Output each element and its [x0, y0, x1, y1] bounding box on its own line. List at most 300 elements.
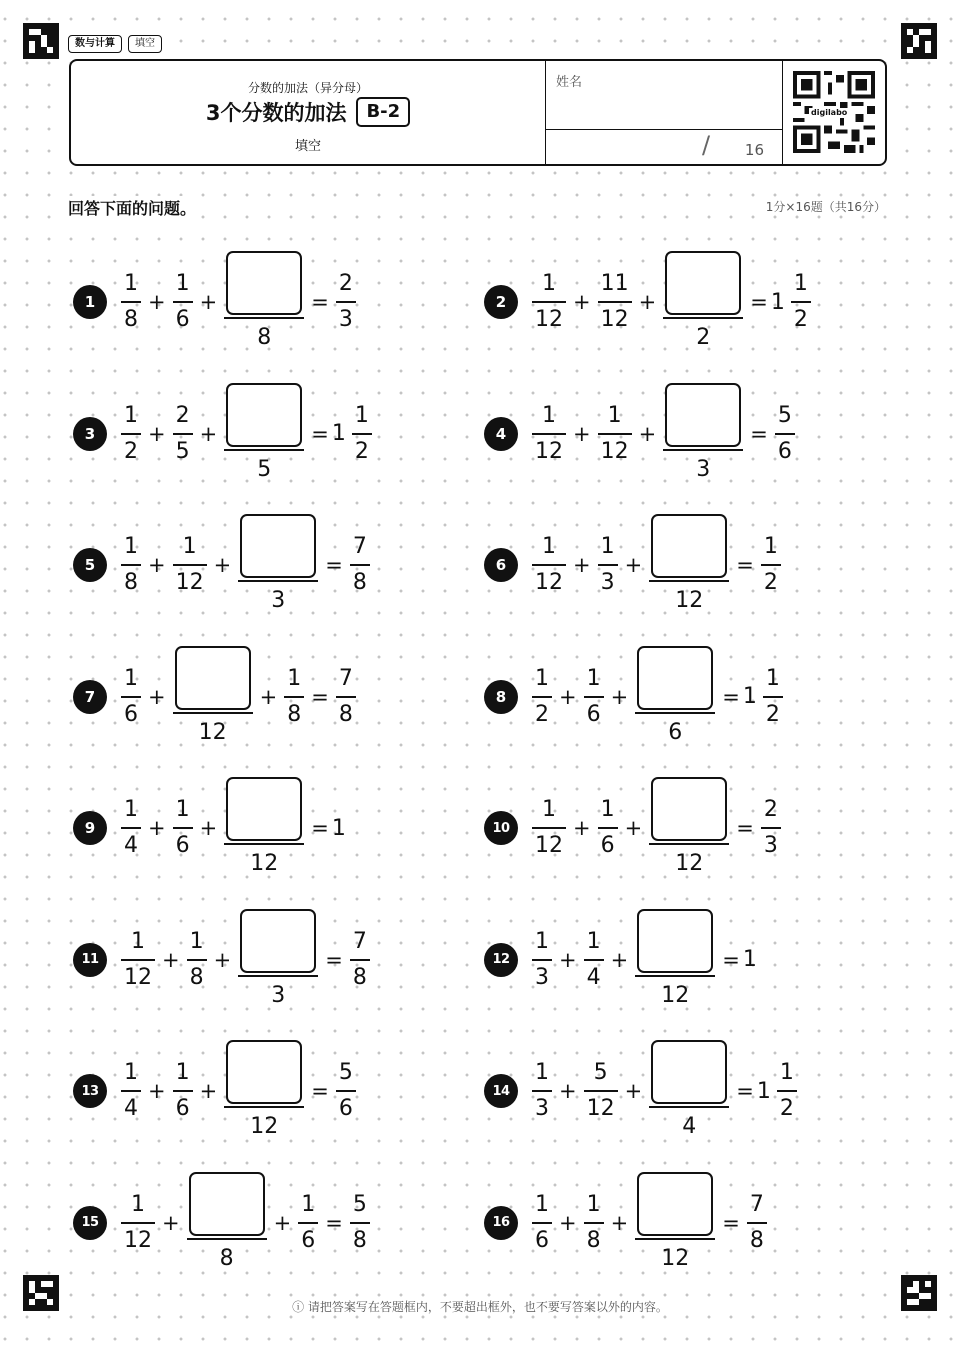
denominator: 12: [600, 307, 629, 332]
numerator: 1: [586, 928, 601, 954]
fraction-bar: [584, 959, 604, 961]
fraction: [350, 1190, 370, 1256]
problem-number: 9: [73, 811, 107, 845]
fraction-bar: [350, 564, 370, 566]
plus-sign: +: [610, 947, 629, 972]
fraction-bar: [747, 1222, 767, 1224]
numerator: 1: [175, 1060, 190, 1085]
problem-8: [484, 643, 787, 751]
numerator: 7: [352, 928, 367, 954]
plus-sign: +: [148, 421, 166, 446]
fraction-bar: [238, 580, 318, 582]
plus-sign: +: [559, 684, 577, 709]
fraction: [350, 532, 370, 598]
numerator: 1: [542, 271, 556, 296]
equals-sign: =: [750, 290, 768, 314]
equals-sign: =: [722, 947, 740, 972]
answer-box[interactable]: [651, 777, 727, 841]
problem-number: 3: [73, 417, 107, 451]
fraction-bar: [584, 696, 604, 698]
numerator: 1: [779, 1060, 794, 1085]
numerator: 1: [124, 402, 138, 428]
fraction-bar: [121, 564, 141, 566]
numerator: 7: [749, 1191, 764, 1217]
problem-number: 6: [484, 548, 518, 582]
answer-fraction: [663, 251, 743, 353]
fraction: [747, 1190, 767, 1256]
equals-sign: =: [722, 684, 740, 709]
fraction: [121, 664, 141, 730]
fraction-bar: [121, 827, 141, 829]
problem-11: [73, 906, 374, 1014]
fraction: [598, 401, 632, 467]
fraction: [121, 269, 141, 335]
fraction-bar: [532, 564, 566, 566]
answer-box[interactable]: [226, 777, 302, 841]
numerator: 1: [287, 665, 302, 691]
denominator: 4: [124, 1096, 138, 1121]
answer-box[interactable]: [651, 1040, 727, 1104]
numerator: 1: [124, 534, 138, 559]
fraction: [352, 401, 372, 467]
denominator: 6: [777, 438, 792, 464]
answer-box[interactable]: [651, 514, 727, 578]
denominator: 12: [535, 833, 563, 858]
fraction-bar: [584, 1090, 618, 1092]
fraction: [532, 664, 552, 730]
answer-fraction: [224, 777, 304, 879]
answer-box[interactable]: [189, 1172, 265, 1236]
denominator: 12: [586, 1096, 615, 1121]
numerator: 1: [535, 928, 549, 954]
equals-sign: =: [750, 421, 768, 446]
footer-text: ⓘ 请把答案写在答题框内，不要超出框外，也不要写答案以外的内容。: [288, 1300, 672, 1314]
problem-10: [484, 774, 785, 882]
denominator: 4: [586, 964, 601, 990]
fraction-bar: [598, 564, 618, 566]
plus-sign: +: [573, 553, 591, 577]
fraction: [173, 532, 207, 598]
numerator: 1: [586, 1191, 601, 1217]
answer-fraction: [224, 251, 304, 353]
fraction-bar: [173, 301, 193, 303]
fraction-bar: [352, 433, 372, 435]
problem-15: [73, 1169, 374, 1277]
equals-sign: =: [311, 421, 329, 446]
answer-box[interactable]: [637, 646, 713, 710]
answer-box[interactable]: [175, 646, 251, 710]
numerator: 7: [338, 665, 353, 691]
fraction-bar: [791, 301, 811, 303]
fraction: [763, 664, 783, 730]
answer-box[interactable]: [665, 251, 741, 315]
fraction-bar: [635, 975, 715, 977]
fraction-bar: [598, 827, 618, 829]
denominator: 12: [675, 588, 704, 613]
fraction-bar: [121, 433, 141, 435]
worksheet-title: 3个分数的加法: [205, 101, 347, 125]
numerator: 1: [542, 402, 556, 428]
fraction-bar: [649, 843, 729, 845]
denominator: 8: [586, 1227, 601, 1253]
denominator: 8: [189, 964, 204, 990]
problem-13: [73, 1037, 360, 1145]
denominator: 6: [301, 1227, 316, 1253]
denominator: 12: [250, 1114, 279, 1139]
fraction: [584, 1058, 618, 1124]
denominator: 12: [675, 851, 704, 876]
fraction-bar: [598, 301, 632, 303]
problem-6: [484, 511, 785, 619]
fraction: [584, 664, 604, 730]
fraction: [121, 1190, 155, 1256]
denominator: 3: [696, 456, 711, 482]
numerator: 1: [189, 928, 204, 954]
answer-fraction: [238, 909, 318, 1011]
plus-sign: +: [273, 1210, 292, 1235]
answer-fraction: [635, 1172, 715, 1274]
numerator: 2: [763, 797, 778, 822]
numerator: 1: [607, 402, 622, 428]
fraction: [173, 795, 193, 861]
fraction: [761, 532, 781, 598]
qr-brand-text: digilabo: [811, 108, 848, 117]
numerator: 1: [124, 797, 138, 822]
denominator: 2: [765, 701, 780, 727]
fraction-bar: [663, 449, 743, 451]
denominator: 8: [219, 1245, 234, 1271]
fraction: [532, 1190, 552, 1256]
answer-box[interactable]: [226, 1040, 302, 1104]
answer-fraction: [649, 777, 729, 879]
problem-number: 5: [73, 548, 107, 582]
fraction: [598, 269, 632, 335]
problem-number: 12: [484, 943, 518, 977]
fraction-bar: [224, 449, 304, 451]
numerator: 5: [777, 402, 792, 428]
plus-sign: +: [148, 553, 166, 577]
denominator: 5: [175, 438, 190, 464]
numerator: 1: [131, 1191, 145, 1217]
numerator: 1: [535, 1060, 549, 1085]
fraction-bar: [532, 1222, 552, 1224]
numerator: 1: [763, 534, 778, 559]
answer-fraction: [635, 909, 715, 1011]
problem-7: [73, 643, 360, 751]
equals-sign: =: [325, 1210, 343, 1235]
fraction-bar: [350, 1222, 370, 1224]
category-tag: 数与计算: [68, 35, 122, 53]
plus-sign: +: [148, 1079, 166, 1103]
fraction: [532, 532, 566, 598]
denominator: 12: [661, 982, 690, 1008]
plus-sign: +: [610, 684, 629, 709]
fraction-bar: [598, 433, 632, 435]
fraction-bar: [187, 1238, 267, 1240]
plus-sign: +: [148, 816, 166, 840]
fraction-bar: [121, 959, 155, 961]
fraction: [121, 532, 141, 598]
plus-sign: +: [610, 1210, 629, 1235]
problem-number: 11: [73, 943, 107, 977]
equals-sign: =: [722, 1210, 740, 1235]
answer-fraction: [635, 646, 715, 748]
fraction: [532, 269, 566, 335]
fraction-bar: [238, 975, 318, 977]
plus-sign: +: [162, 1210, 180, 1235]
fraction-bar: [350, 959, 370, 961]
fraction-bar: [761, 827, 781, 829]
fraction: [173, 1058, 193, 1124]
fraction-bar: [649, 1106, 729, 1108]
numerator: 1: [542, 534, 556, 559]
denominator: 2: [793, 307, 808, 332]
plus-sign: +: [624, 1079, 643, 1103]
answer-fraction: [173, 646, 253, 748]
fraction: [284, 664, 304, 730]
denominator: 8: [352, 570, 367, 595]
problem-14: [484, 1037, 801, 1145]
problem-5: [73, 511, 374, 619]
equals-sign: =: [311, 684, 329, 709]
numerator: 1: [175, 797, 190, 822]
fraction: [350, 927, 370, 993]
numerator: 11: [600, 271, 629, 296]
whole-number: 1: [331, 421, 346, 446]
denominator: 8: [257, 325, 272, 350]
denominator: 3: [600, 570, 615, 595]
fraction-bar: [187, 959, 207, 961]
fraction-bar: [173, 1090, 193, 1092]
numerator: 5: [593, 1060, 608, 1085]
fraction-bar: [584, 1222, 604, 1224]
denominator: 12: [535, 438, 563, 464]
problem-number: 15: [73, 1206, 107, 1240]
fraction: [298, 1190, 318, 1256]
plus-sign: +: [162, 947, 180, 972]
denominator: 6: [535, 1227, 549, 1253]
problem-number: 2: [484, 285, 518, 319]
denominator: 6: [600, 833, 615, 858]
numerator: 1: [182, 534, 197, 559]
plus-sign: +: [259, 684, 278, 709]
answer-box[interactable]: [637, 909, 713, 973]
whole-number: 1: [331, 815, 346, 841]
plus-sign: +: [559, 947, 577, 972]
plus-sign: +: [638, 421, 657, 446]
problem-number: 4: [484, 417, 518, 451]
denominator: 3: [338, 307, 353, 332]
numerator: 1: [535, 1191, 549, 1217]
fraction-bar: [635, 712, 715, 714]
answer-box[interactable]: [226, 251, 302, 315]
denominator: 12: [600, 438, 629, 464]
plus-sign: +: [213, 553, 232, 577]
fraction: [336, 269, 356, 335]
numerator: 1: [124, 665, 138, 691]
denominator: 6: [586, 701, 601, 727]
fraction: [532, 795, 566, 861]
problem-number: 8: [484, 680, 518, 714]
answer-box[interactable]: [240, 514, 316, 578]
numerator: 1: [124, 1060, 138, 1085]
numerator: 5: [352, 1191, 367, 1217]
equals-sign: =: [736, 1079, 754, 1103]
denominator: 12: [535, 307, 563, 332]
points-info: 1分×16题（共16分）: [765, 200, 886, 214]
answer-fraction: [663, 383, 743, 485]
fraction: [791, 269, 811, 335]
denominator: 2: [779, 1096, 794, 1121]
denominator: 8: [352, 964, 367, 990]
answer-fraction: [649, 514, 729, 616]
numerator: 1: [124, 271, 138, 296]
denominator: 12: [250, 851, 279, 876]
fraction-bar: [298, 1222, 318, 1224]
answer-box[interactable]: [637, 1172, 713, 1236]
denominator: 8: [352, 1227, 367, 1253]
denominator: 3: [271, 588, 286, 613]
plus-sign: +: [148, 290, 166, 314]
fraction-bar: [532, 959, 552, 961]
fraction: [775, 401, 795, 467]
numerator: 7: [352, 534, 367, 559]
fraction-bar: [649, 580, 729, 582]
denominator: 2: [124, 438, 138, 464]
denominator: 8: [338, 701, 353, 727]
fraction: [532, 927, 552, 993]
plus-sign: +: [624, 816, 643, 840]
problem-number: 13: [73, 1074, 107, 1108]
answer-fraction: [187, 1172, 267, 1274]
answer-fraction: [224, 1040, 304, 1142]
fraction-bar: [173, 827, 193, 829]
denominator: 12: [535, 570, 563, 595]
problem-number: 14: [484, 1074, 518, 1108]
worksheet-kind: 填空: [294, 139, 321, 154]
denominator: 6: [338, 1096, 353, 1121]
whole-number: 1: [770, 289, 785, 315]
denominator: 4: [682, 1114, 697, 1139]
equals-sign: =: [311, 1079, 329, 1103]
problem-number: 7: [73, 680, 107, 714]
problem-number: 16: [484, 1206, 518, 1240]
numerator: 1: [586, 665, 601, 691]
plus-sign: +: [573, 290, 591, 314]
plus-sign: +: [559, 1210, 577, 1235]
answer-box[interactable]: [226, 383, 302, 447]
fraction-bar: [121, 1090, 141, 1092]
category-tags: [68, 35, 162, 53]
plus-sign: +: [199, 421, 218, 446]
score-divider: [546, 129, 782, 130]
problem-1: [73, 248, 360, 356]
answer-box[interactable]: [240, 909, 316, 973]
denominator: 8: [749, 1227, 764, 1253]
fraction-bar: [121, 696, 141, 698]
fraction: [121, 795, 141, 861]
denominator: 2: [535, 701, 549, 727]
denominator: 12: [198, 719, 227, 745]
whole-number: 1: [742, 684, 757, 709]
fraction: [187, 927, 207, 993]
denominator: 12: [661, 1245, 690, 1271]
denominator: 3: [535, 1096, 549, 1121]
equals-sign: =: [325, 553, 343, 577]
fraction-bar: [532, 433, 566, 435]
name-label: 姓名: [556, 75, 583, 90]
instruction-text: 回答下面的问题。: [68, 196, 200, 219]
equals-sign: =: [736, 553, 754, 577]
fraction-bar: [224, 1106, 304, 1108]
answer-fraction: [224, 383, 304, 485]
numerator: 2: [338, 271, 353, 296]
denominator: 4: [124, 833, 138, 858]
plus-sign: +: [624, 553, 643, 577]
fraction-bar: [284, 696, 304, 698]
fraction: [532, 1058, 552, 1124]
denominator: 12: [124, 1227, 152, 1253]
fraction: [584, 927, 604, 993]
level-badge: B-2: [356, 97, 410, 127]
plus-sign: +: [148, 684, 166, 709]
type-tag: 填空: [128, 35, 162, 53]
fraction-bar: [336, 1090, 356, 1092]
denominator: 5: [257, 456, 272, 482]
fraction-bar: [224, 843, 304, 845]
plus-sign: +: [213, 947, 232, 972]
corner-marker-top-left: [23, 23, 59, 59]
answer-fraction: [238, 514, 318, 616]
numerator: 1: [175, 271, 190, 296]
numerator: 1: [765, 665, 780, 691]
qr-block: [781, 61, 885, 164]
plus-sign: +: [573, 421, 591, 446]
fraction-bar: [532, 1090, 552, 1092]
footer-note: [0, 1298, 960, 1315]
problem-3: [73, 380, 376, 488]
title-row: [71, 97, 545, 127]
denominator: 6: [668, 719, 683, 745]
problem-number: 1: [73, 285, 107, 319]
fraction: [121, 401, 141, 467]
fraction-bar: [777, 1090, 797, 1092]
denominator: 6: [175, 833, 190, 858]
denominator: 8: [124, 570, 138, 595]
corner-marker-top-right: [901, 23, 937, 59]
score-total: 16: [744, 141, 764, 159]
numerator: 1: [354, 402, 369, 428]
fraction: [121, 1058, 141, 1124]
equals-sign: =: [325, 947, 343, 972]
denominator: 3: [535, 964, 549, 990]
fraction: [336, 664, 356, 730]
plus-sign: +: [199, 816, 218, 840]
equals-sign: =: [736, 816, 754, 840]
worksheet-subtitle: 分数的加法（异分母）: [247, 81, 368, 95]
answer-box[interactable]: [665, 383, 741, 447]
problem-4: [484, 380, 799, 488]
denominator: 6: [175, 307, 190, 332]
problem-number: 10: [484, 811, 518, 845]
plus-sign: +: [199, 290, 218, 314]
fraction-bar: [763, 696, 783, 698]
numerator: 1: [600, 797, 615, 822]
equals-sign: =: [311, 816, 329, 840]
fraction-bar: [761, 564, 781, 566]
numerator: 1: [600, 534, 615, 559]
denominator: 3: [763, 833, 778, 858]
